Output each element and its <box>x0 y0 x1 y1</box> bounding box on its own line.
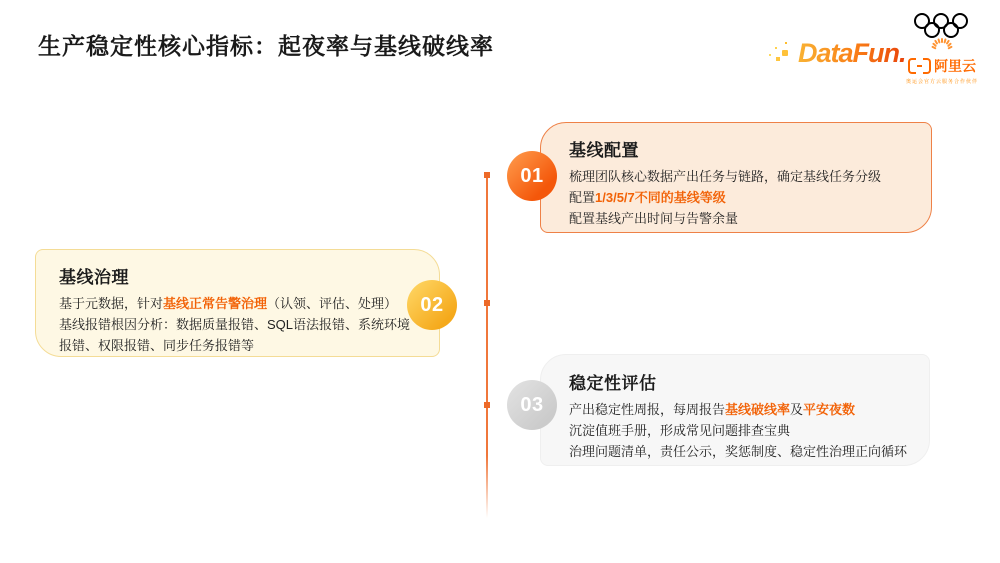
step-card-baseline-config <box>540 122 932 233</box>
timeline-node-1 <box>484 172 490 178</box>
step-line: 梳理团队核心数据产出任务与链路，确定基线任务分级 <box>569 169 882 184</box>
aliyun-bracket-icon <box>923 58 931 74</box>
step-card-stability-assessment <box>540 354 930 466</box>
highlight-text: 基线正常告警治理 <box>163 296 268 311</box>
timeline-node-2 <box>484 300 490 306</box>
aliyun-tagline: 奥运会官方云服务合作伙伴 <box>905 79 978 85</box>
step-badge-03: 03 <box>507 380 557 430</box>
aliyun-logo <box>903 13 981 85</box>
step-line: 治理问题清单，责任公示，奖惩制度、稳定性治理正向循环 <box>569 444 908 459</box>
step-line: 配置1/3/5/7不同的基线等级 <box>569 190 726 205</box>
highlight-text: 基线破线率 <box>725 402 791 417</box>
datafun-logo <box>766 36 906 70</box>
aliyun-brand <box>908 56 976 76</box>
aliyun-bracket-icon <box>908 58 916 74</box>
step-line: 产出稳定性周报，每周报告基线破线率及平安夜数 <box>569 402 856 417</box>
datafun-logo-text: DataFun. <box>798 37 906 68</box>
page-title: 生产稳定性核心指标：起夜率与基线破线率 <box>38 33 494 59</box>
step-title: 稳定性评估 <box>569 374 657 393</box>
aliyun-logo-text: 阿里云 <box>934 58 976 74</box>
step-line: 沉淀值班手册，形成常见问题排查宝典 <box>569 423 791 438</box>
step-title: 基线配置 <box>569 141 639 160</box>
olympic-rings-icon <box>914 13 970 40</box>
highlight-text: 1/3/5/7不同的基线等级 <box>595 190 726 205</box>
timeline-node-3 <box>484 402 490 408</box>
step-badge-02: 02 <box>407 280 457 330</box>
aliyun-dash-icon <box>917 65 922 68</box>
step-line: 基线报错根因分析：数据质量报错、SQL语法报错、系统环境报错、权限报错、同步任务报错等 <box>59 317 411 353</box>
step-card-baseline-governance <box>35 249 440 357</box>
datafun-pixels-icon <box>782 50 788 56</box>
timeline-line <box>486 172 488 518</box>
highlight-text: 平安夜数 <box>803 402 856 417</box>
step-line: 基于元数据，针对基线正常告警治理（认领、评估、处理） <box>59 296 398 311</box>
rays-icon <box>912 40 972 55</box>
step-line: 配置基线产出时间与告警余量 <box>569 211 739 226</box>
step-badge-01: 01 <box>507 151 557 201</box>
step-title: 基线治理 <box>59 268 129 287</box>
